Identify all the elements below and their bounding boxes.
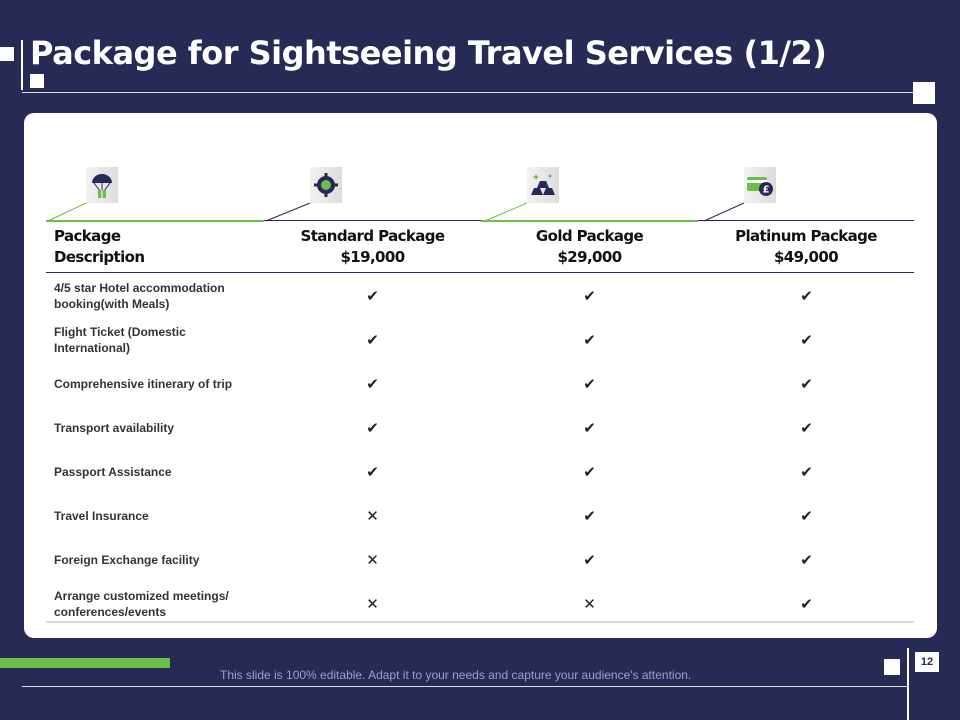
svg-text:£: £ <box>762 184 770 196</box>
table-bottom-rule <box>46 621 914 623</box>
row-mark-gold: ✔ <box>583 331 596 349</box>
vertical-divider-top-left <box>21 40 23 90</box>
row-mark-gold: ✔ <box>583 507 596 525</box>
table-row <box>46 274 914 318</box>
header-column-name: Gold Package <box>535 227 644 245</box>
footer-rule <box>22 686 907 687</box>
header-column-price: $49,000 <box>773 248 839 266</box>
title-underline <box>22 92 935 93</box>
table-row <box>46 538 914 582</box>
feature-label: Passport Assistance <box>54 465 172 479</box>
row-mark-standard: ✔ <box>366 287 379 305</box>
row-mark-platinum: ✔ <box>800 507 813 525</box>
header-standard-package <box>264 221 481 273</box>
row-mark-standard: ✔ <box>366 331 379 349</box>
header-column-price: $29,000 <box>557 248 622 266</box>
row-mark-standard: ✔ <box>366 419 379 437</box>
table-row <box>46 450 914 494</box>
footer-note: This slide is 100% editable. Adapt it to your needs and capture your audience's attention. <box>220 668 692 682</box>
row-mark-gold: ✔ <box>583 419 596 437</box>
row-mark-standard: ✔ <box>366 463 379 481</box>
row-mark-platinum: ✔ <box>800 287 813 305</box>
header-column-name: Standard Package <box>300 227 445 245</box>
table-row <box>46 494 914 538</box>
header-description-line2: Description <box>54 248 145 266</box>
feature-label: Flight Ticket (Domestic International) <box>54 325 186 355</box>
table-row <box>46 318 914 362</box>
corner-square-top-right <box>913 82 935 104</box>
feature-label: Foreign Exchange facility <box>54 553 200 567</box>
footer-square <box>884 659 900 675</box>
header-platinum-package <box>698 221 914 273</box>
footer-vertical-divider <box>907 648 909 720</box>
header-description-line1: Package <box>54 227 121 245</box>
feature-label: Transport availability <box>54 421 175 435</box>
row-mark-gold: ✕ <box>583 595 596 613</box>
page-title: Package for Sightseeing Travel Services (1/2) <box>30 34 827 72</box>
row-mark-platinum: ✔ <box>800 331 813 349</box>
small-square-top-left <box>30 74 44 88</box>
row-mark-platinum: ✔ <box>800 463 813 481</box>
row-mark-gold: ✔ <box>583 463 596 481</box>
table-header-row <box>46 220 914 273</box>
row-mark-standard: ✕ <box>366 507 379 525</box>
row-mark-gold: ✔ <box>583 551 596 569</box>
feature-label: Comprehensive itinerary of trip <box>54 377 233 391</box>
feature-label: Arrange customized meetings/ conferences/events <box>54 589 229 619</box>
row-mark-platinum: ✔ <box>800 595 813 613</box>
header-gold-package <box>481 221 698 273</box>
icon-row <box>24 113 937 223</box>
feature-label: Travel Insurance <box>54 509 149 523</box>
table-row <box>46 582 914 626</box>
header-package-description <box>46 221 264 273</box>
icon-connectors <box>24 113 937 223</box>
header-column-price: $19,000 <box>340 248 405 266</box>
row-mark-gold: ✔ <box>583 375 596 393</box>
header-bottom-rule <box>46 272 914 274</box>
row-mark-platinum: ✔ <box>800 551 813 569</box>
feature-label: 4/5 star Hotel accommodation booking(with Meals) <box>54 281 225 311</box>
row-mark-gold: ✔ <box>583 287 596 305</box>
header-column-name: Platinum Package <box>735 227 877 245</box>
page-number: 12 <box>915 652 939 672</box>
package-table-card <box>24 113 937 638</box>
table-row <box>46 362 914 406</box>
row-mark-platinum: ✔ <box>800 375 813 393</box>
row-mark-standard: ✔ <box>366 375 379 393</box>
row-mark-standard: ✕ <box>366 595 379 613</box>
footer-green-bar <box>0 658 170 668</box>
row-mark-platinum: ✔ <box>800 419 813 437</box>
table-row <box>46 406 914 450</box>
corner-square-top-left <box>0 47 14 61</box>
row-mark-standard: ✕ <box>366 551 379 569</box>
